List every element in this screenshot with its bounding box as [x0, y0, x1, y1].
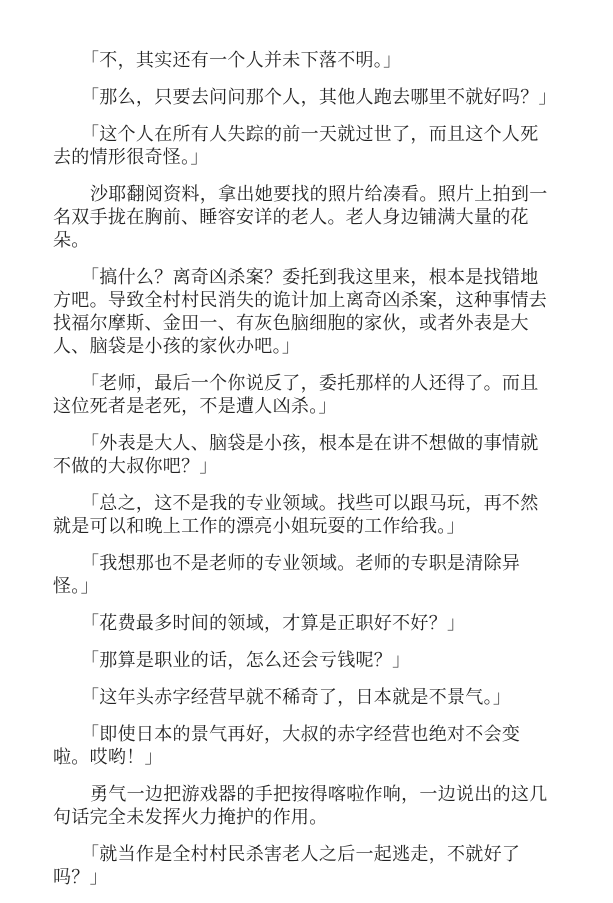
paragraph-dialog: 「老师，最后一个你说反了，委托那样的人还得了。而且这位死者是老死，不是遭人凶杀。」: [53, 373, 539, 417]
paragraph-dialog: 「搞什么？离奇凶杀案？委托到我这里来，根本是找错地方吧。导致全村村民消失的诡计加上离奇凶杀案，这种事情去找福尔摩斯、金田一、有灰色脑细胞的家伙，或者外表是大人、脑袋是小孩的家伙办吧。」: [53, 267, 548, 357]
paragraph-dialog: 「那么，只要去问问那个人，其他人跑去哪里不就好吗？」: [81, 87, 557, 108]
paragraph-dialog: 「那算是职业的话，怎么还会亏钱呢？」: [81, 650, 411, 671]
paragraph-dialog: 「就当作是全村村民杀害老人之后一起逃走，不就好了吗？」: [53, 844, 521, 888]
paragraph-dialog: 「即使日本的景气再好，大叔的赤字经营也绝对不会变啦。哎哟！」: [53, 724, 521, 768]
paragraph-dialog: 「总之，这不是我的专业领域。找些可以跟马玩，再不然就是可以和晚上工作的漂亮小姐玩耍的工作给我。」: [53, 493, 539, 537]
paragraph-dialog: 「不，其实还有一个人并未下落不明。」: [81, 50, 402, 71]
paragraph-narration: 勇气一边把游戏器的手把按得喀啦作响，一边说出的这几句话完全未发挥火力掩护的作用。: [53, 784, 548, 828]
paragraph-dialog: 「外表是大人、脑袋是小孩，根本是在讲不想做的事情就不做的大叔你吧？」: [53, 433, 539, 477]
document-page: [53, 49, 557, 903]
paragraph-dialog: 「我想那也不是老师的专业领域。老师的专职是清除异怪。」: [53, 553, 521, 597]
paragraph-dialog: 「这个人在所有人失踪的前一天就过世了，而且这个人死去的情形很奇怪。」: [53, 124, 539, 168]
paragraph-dialog: 「这年头赤字经营早就不稀奇了，日本就是不景气。」: [81, 687, 512, 708]
paragraph-narration: 沙耶翻阅资料，拿出她要找的照片给凑看。照片上拍到一名双手拢在胸前、睡容安详的老人。老人身边铺满大量的花朵。: [53, 184, 548, 251]
paragraph-dialog: 「花费最多时间的领域，才算是正职好不好？」: [81, 613, 466, 634]
